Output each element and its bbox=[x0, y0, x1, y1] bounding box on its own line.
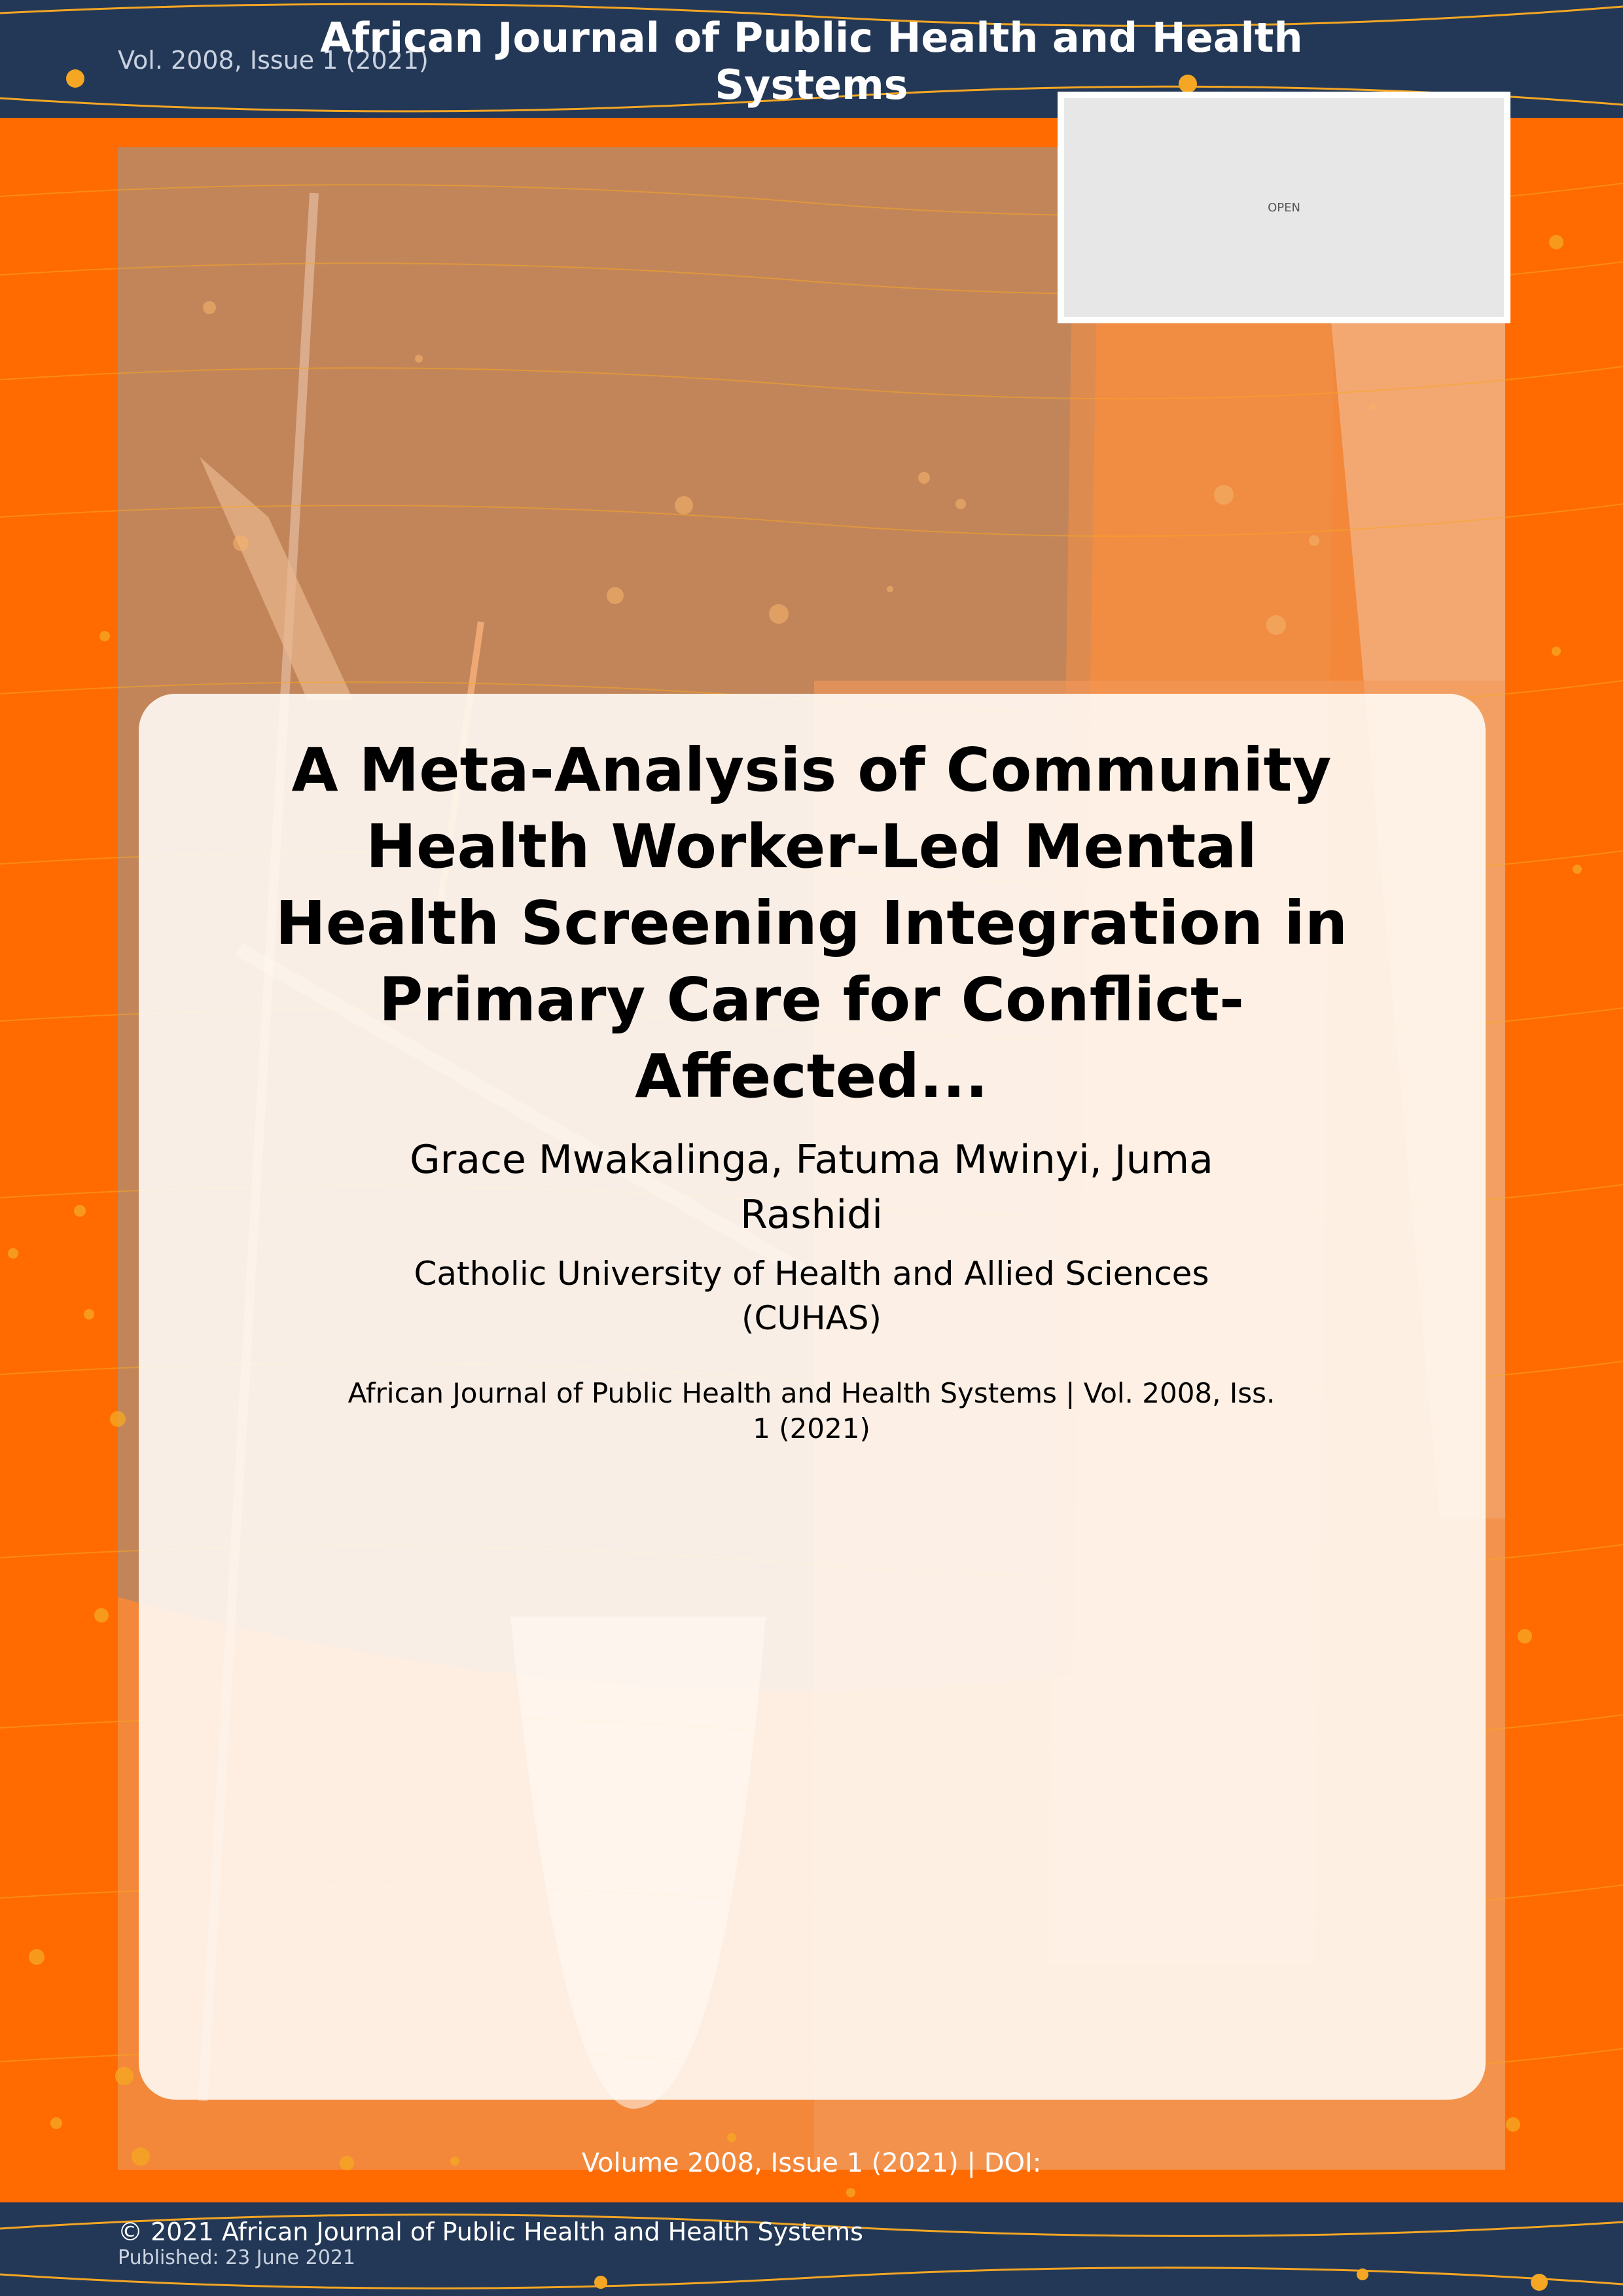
journal-title: African Journal of Public Health and Health Systems bbox=[320, 14, 1303, 109]
volume-issue-label: Vol. 2008, Issue 1 (2021) bbox=[118, 46, 429, 75]
volume-doi-line: Volume 2008, Issue 1 (2021) | DOI: bbox=[581, 2148, 1042, 2178]
author-affiliation: Catholic University of Health and Allied Sciences (CUHAS) bbox=[414, 1255, 1209, 1337]
open-access-label: OPEN bbox=[1268, 200, 1300, 215]
open-access-badge bbox=[1058, 92, 1510, 323]
copyright-notice: © 2021 African Journal of Public Health and Health Systems bbox=[118, 2217, 863, 2246]
published-date: Published: 23 June 2021 bbox=[118, 2246, 356, 2269]
article-authors: Grace Mwakalinga, Fatuma Mwinyi, Juma Rashidi bbox=[410, 1137, 1213, 1238]
journal-citation: African Journal of Public Health and Health Systems | Vol. 2008, Iss. 1 (2021) bbox=[348, 1377, 1275, 1444]
article-title: A Meta-Analysis of Community Health Worker-Led Mental Health Screening Integration in Primary Care for Conflict-Affected... bbox=[275, 735, 1348, 1111]
journal-footer bbox=[0, 2202, 1623, 2296]
